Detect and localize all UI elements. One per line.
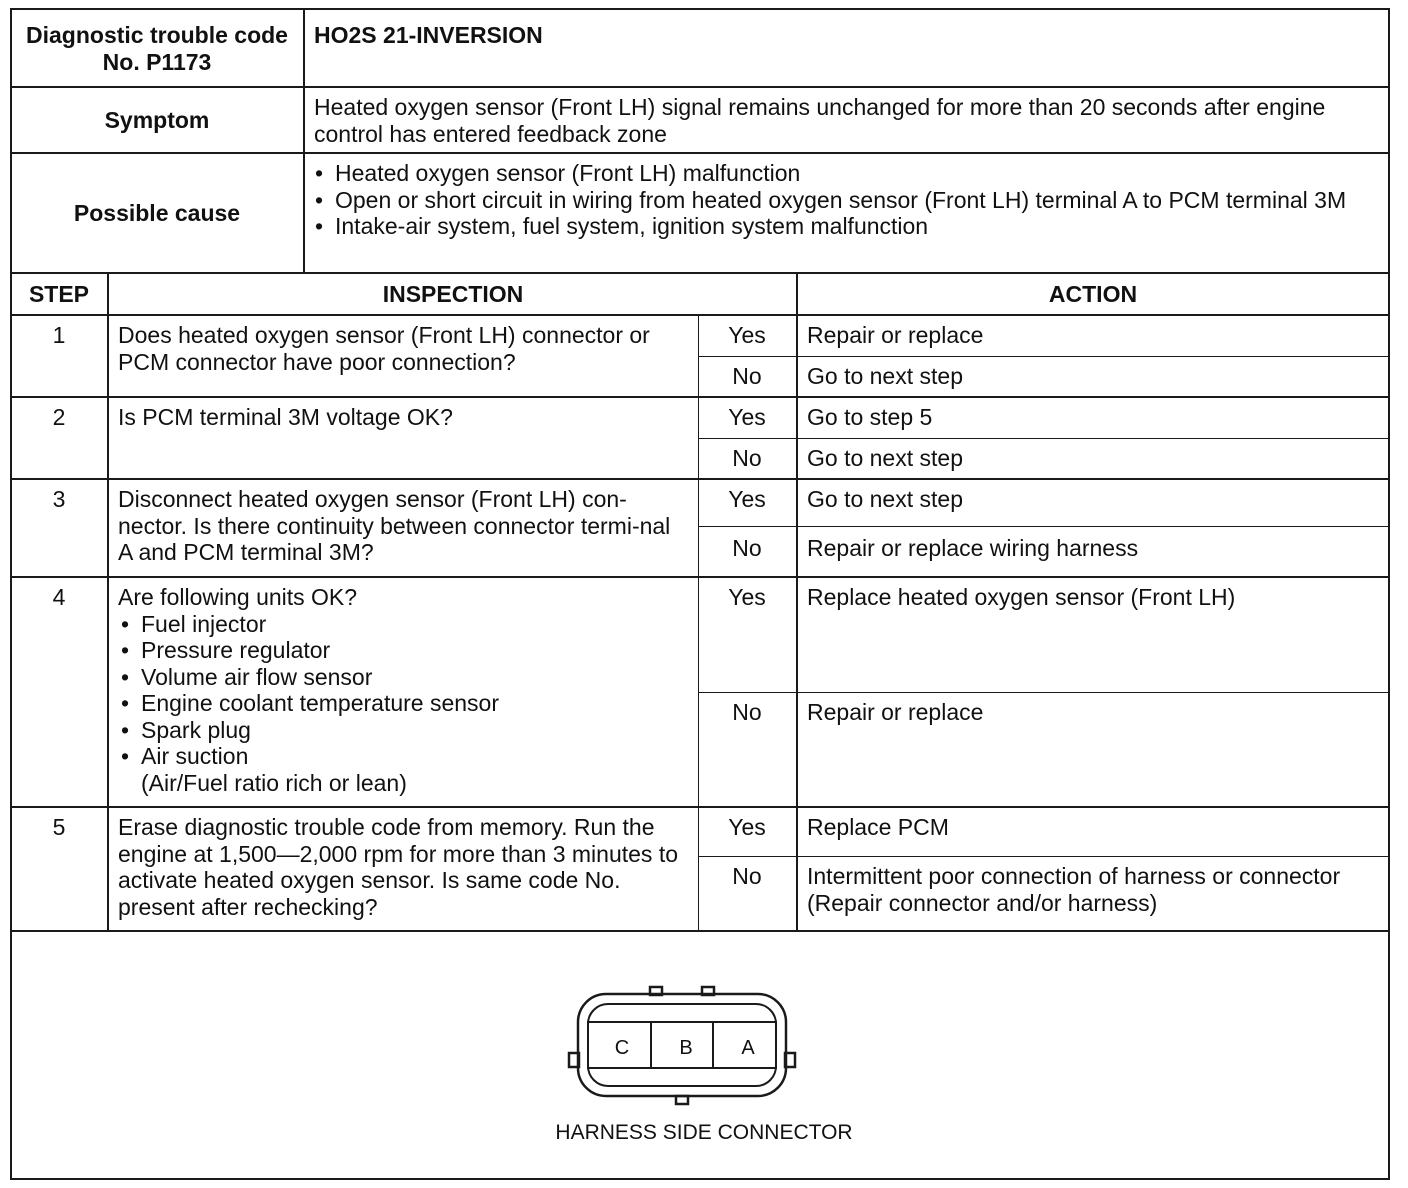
unit-note: (Air/Fuel ratio rich or lean): [141, 769, 407, 796]
no-label: No: [732, 699, 762, 725]
connector-latch-tab: [702, 987, 714, 995]
step-number: 5: [52, 814, 66, 840]
yes-label: Yes: [728, 486, 766, 512]
rule-yes-no-5: [698, 856, 1390, 857]
step-inspection: [118, 584, 690, 796]
step-number: 2: [52, 404, 66, 430]
action-no: Intermittent poor connection of harness or connector (Repair connector and/or harness): [807, 863, 1341, 916]
rule-step-4: [10, 806, 1390, 808]
action-yes: Replace heated oxygen sensor (Front LH): [807, 584, 1236, 610]
action-no: Repair or replace: [807, 699, 984, 725]
rule-col-header: [10, 314, 1390, 316]
step-number: 1: [52, 322, 66, 348]
rule-yes-no-3: [698, 526, 1390, 527]
unit-item: • Spark plug: [118, 717, 690, 744]
unit-item: • Air suction: [118, 743, 690, 770]
action-yes: Go to next step: [807, 486, 963, 512]
cause-item: • Open or short circuit in wiring from heated oxygen sensor (Front LH) terminal A to PCM terminal 3M: [312, 187, 1380, 214]
symptom-text: Heated oxygen sensor (Front LH) signal remains unchanged for more than 20 seconds after engine control has entered feedback zone: [314, 94, 1326, 147]
possible-cause-label: Possible cause: [73, 200, 241, 226]
yes-label: Yes: [728, 814, 766, 840]
action-no: Repair or replace wiring harness: [807, 535, 1139, 561]
yes-label: Yes: [728, 404, 766, 430]
rule-header-3: [10, 272, 1390, 274]
figure-caption: HARNESS SIDE CONNECTOR: [555, 1121, 853, 1144]
rule-header-divider: [303, 8, 305, 273]
step-number: 3: [52, 486, 66, 512]
terminal-a-label: A: [741, 1037, 755, 1059]
rule-step-3: [10, 576, 1390, 578]
action-no: Go to next step: [807, 363, 963, 389]
step-number: 4: [52, 584, 66, 610]
column-header-inspection: INSPECTION: [382, 281, 524, 307]
terminal-b-label: B: [679, 1037, 693, 1059]
cause-item: • Intake-air system, fuel system, ignition system malfunction: [312, 213, 1380, 240]
action-yes: Go to step 5: [807, 404, 933, 430]
yes-label: Yes: [728, 322, 766, 348]
step-inspection: Erase diagnostic trouble code from memory. Run the engine at 1,500—2,000 rpm for more than 3 minutes to activate heated oxygen sensor. Is same code No. present after rechecking?: [118, 814, 678, 920]
unit-item: • Fuel injector: [118, 611, 690, 638]
step-inspection: Is PCM terminal 3M voltage OK?: [118, 404, 453, 430]
action-yes: Replace PCM: [807, 814, 949, 840]
rule-yes-no-4: [698, 692, 1390, 693]
rule-yes-no-1: [698, 356, 1390, 357]
connector-latch-tab: [650, 987, 662, 995]
dtc-title: HO2S 21-INVERSION: [314, 22, 543, 48]
rule-header-1: [10, 86, 1390, 88]
harness-connector-diagram: [560, 984, 810, 1109]
no-label: No: [732, 535, 762, 561]
no-label: No: [732, 863, 762, 889]
action-no: Go to next step: [807, 445, 963, 471]
rule-step-2: [10, 478, 1390, 480]
cause-item: • Heated oxygen sensor (Front LH) malfunction: [312, 160, 1380, 187]
step-inspection-question: Are following units OK?: [118, 584, 358, 610]
unit-item: • Pressure regulator: [118, 637, 690, 664]
rule-action-col: [796, 272, 798, 931]
rule-step-5: [10, 930, 1390, 932]
possible-cause-list: [312, 160, 1380, 240]
rule-step-1: [10, 396, 1390, 398]
dtc-label: Diagnostic trouble code No. P1173: [26, 22, 288, 75]
step-inspection: Does heated oxygen sensor (Front LH) connector or PCM connector have poor connection?: [118, 322, 650, 375]
symptom-label: Symptom: [104, 107, 210, 133]
rule-step-col: [107, 272, 109, 931]
column-header-step: STEP: [28, 281, 90, 307]
rule-header-2: [10, 152, 1390, 154]
connector-bottom-tab: [676, 1096, 688, 1104]
unit-item: • Volume air flow sensor: [118, 664, 690, 691]
rule-yesno-col: [698, 314, 699, 931]
no-label: No: [732, 363, 762, 389]
unit-list: [118, 611, 690, 770]
yes-label: Yes: [728, 584, 766, 610]
unit-item: • Engine coolant temperature sensor: [118, 690, 690, 717]
no-label: No: [732, 445, 762, 471]
rule-yes-no-2: [698, 438, 1390, 439]
step-inspection: Disconnect heated oxygen sensor (Front LH) con-nector. Is there continuity between connector termi-nal A and PCM terminal 3M?: [118, 486, 671, 565]
action-yes: Repair or replace: [807, 322, 984, 348]
column-header-action: ACTION: [1048, 281, 1138, 307]
terminal-c-label: C: [614, 1037, 630, 1059]
